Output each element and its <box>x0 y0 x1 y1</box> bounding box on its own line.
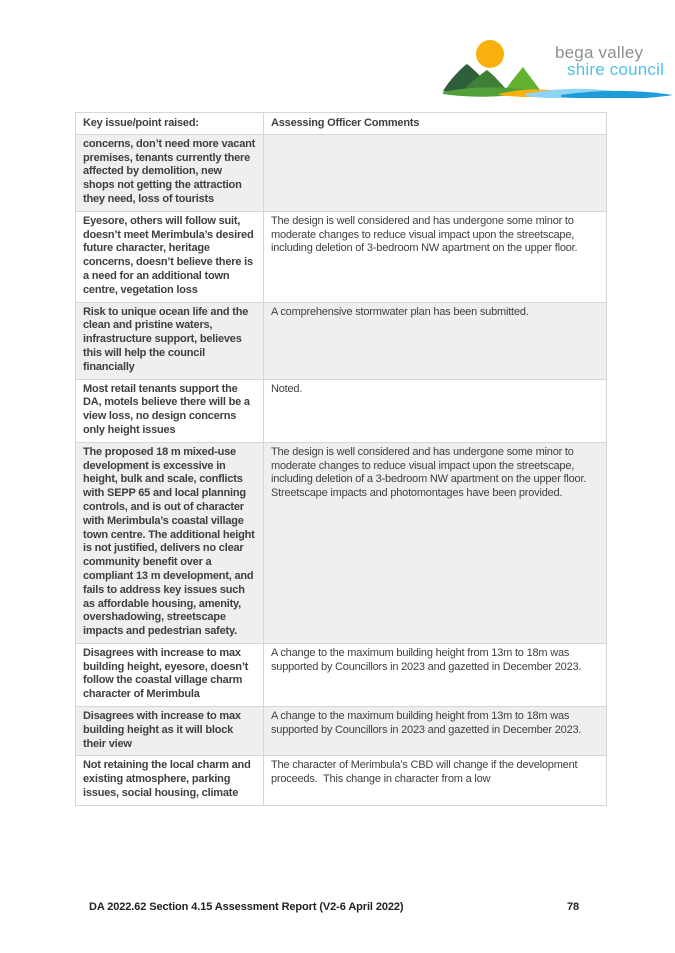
table-row <box>76 211 607 302</box>
council-logo <box>443 34 675 98</box>
table-header-row <box>76 113 607 135</box>
table-row <box>76 442 607 643</box>
column-header-key-issue: Key issue/point raised: <box>76 113 264 135</box>
key-issue-cell: Risk to unique ocean life and the clean and pristine waters, infrastructure support, believes this will help the council financially <box>76 302 264 379</box>
assessment-table-body <box>76 134 607 805</box>
table-row <box>76 134 607 211</box>
table-row <box>76 707 607 756</box>
logo-text-bega-valley: bega valley <box>555 43 644 62</box>
sun-icon <box>476 40 504 68</box>
officer-comment-cell: The design is well considered and has undergone some minor to moderate changes to reduce visual impact upon the streetscape, including deletion of a 3-bedroom NW apartment on the upper floor. Streetscape impacts and photomontages have been provided. <box>264 442 607 643</box>
table-row <box>76 379 607 442</box>
officer-comment-cell: A change to the maximum building height from 13m to 18m was supported by Councillors in 2023 and gazetted in December 2023. <box>264 707 607 756</box>
key-issue-cell: Most retail tenants support the DA, motels believe there will be a view loss, no design concerns only height issues <box>76 379 264 442</box>
officer-comment-cell: A comprehensive stormwater plan has been submitted. <box>264 302 607 379</box>
key-issue-cell: Disagrees with increase to max building height, eyesore, doesn’t follow the coastal village charm character of Merimbula <box>76 643 264 706</box>
page-footer <box>89 901 579 913</box>
key-issue-cell: Disagrees with increase to max building height as it will block their view <box>76 707 264 756</box>
footer-page-number: 78 <box>566 901 579 913</box>
officer-comment-cell: The design is well considered and has undergone some minor to moderate changes to reduce visual impact upon the streetscape, including deletion of 3-bedroom NW apartment on the upper floor. <box>264 211 607 302</box>
officer-comment-cell: Noted. <box>264 379 607 442</box>
column-header-officer-comments: Assessing Officer Comments <box>264 113 607 135</box>
key-issue-cell: The proposed 18 m mixed-use development is excessive in height, bulk and scale, conflicts with SEPP 65 and local planning controls, and is out of character with Merimbula’s coastal village town centre. The additional height is not justified, delivers no clear community benefit over a compliant 13 m development, and fails to address key issues such as affordable housing, amenity, overshadowing, streetscape impacts and pedestrian safety. <box>76 442 264 643</box>
officer-comment-cell: A change to the maximum building height from 13m to 18m was supported by Councillors in 2023 and gazetted in December 2023. <box>264 643 607 706</box>
key-issue-cell: Not retaining the local charm and existing atmosphere, parking issues, social housing, climate <box>76 756 264 805</box>
assessment-table <box>75 112 607 806</box>
table-row <box>76 756 607 805</box>
officer-comment-cell <box>264 134 607 211</box>
key-issue-cell: Eyesore, others will follow suit, doesn’t meet Merimbula’s desired future character, heritage concerns, doesn’t believe there is a need for an additional town centre, vegetation loss <box>76 211 264 302</box>
key-issue-cell: concerns, don’t need more vacant premises, tenants currently there affected by demolition, new shops not getting the attraction they need, loss of tourists <box>76 134 264 211</box>
table-row <box>76 302 607 379</box>
officer-comment-cell: The character of Merimbula’s CBD will change if the development proceeds. This change in character from a low <box>264 756 607 805</box>
logo-text-shire-council: shire council <box>567 60 665 79</box>
footer-document-title: DA 2022.62 Section 4.15 Assessment Report (V2-6 April 2022) <box>89 901 404 913</box>
table-row <box>76 643 607 706</box>
